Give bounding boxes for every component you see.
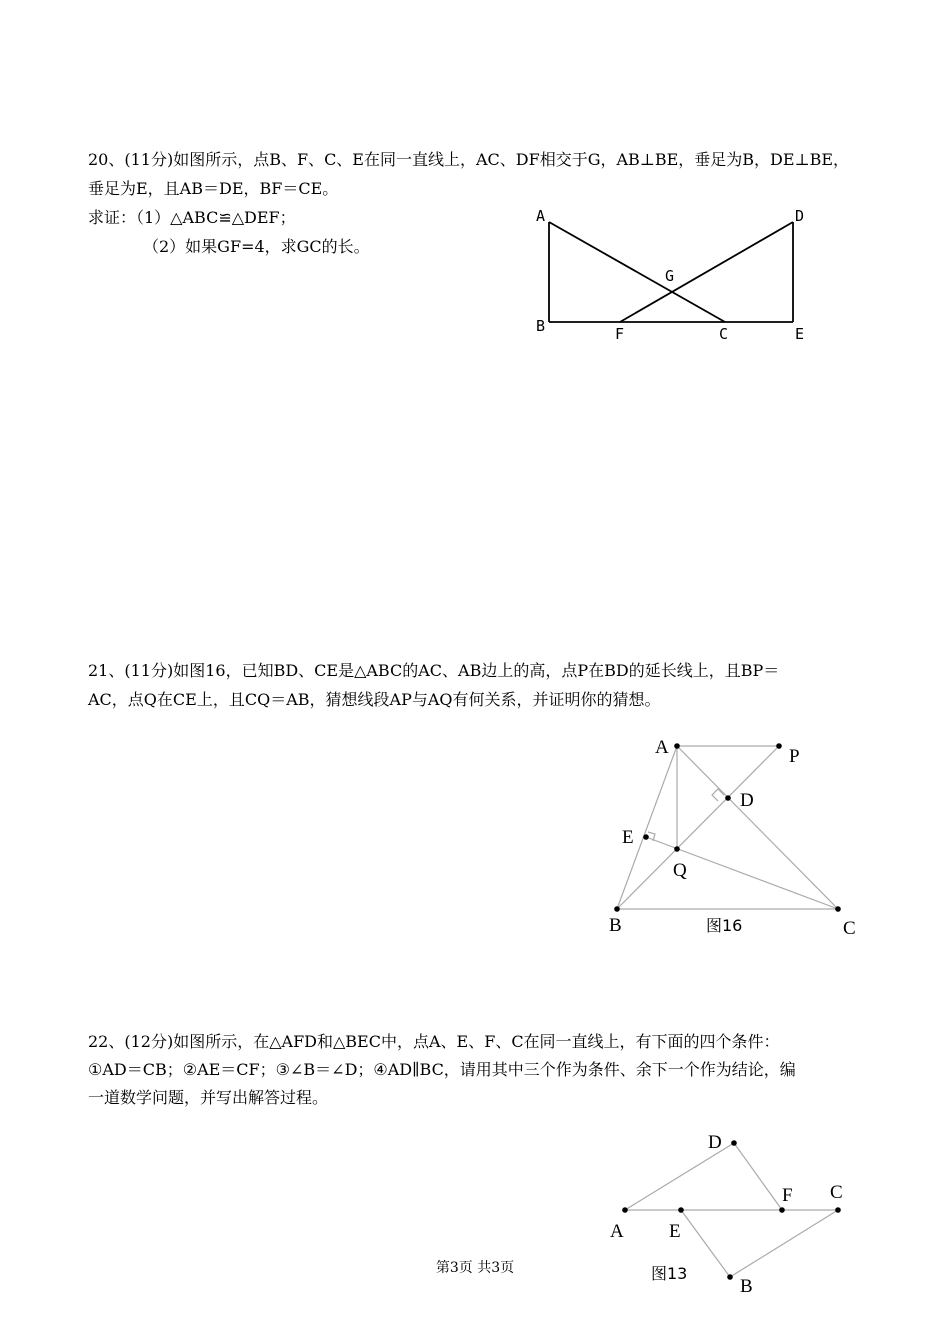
q21-label-d: D — [740, 790, 754, 811]
q21-point-b — [614, 906, 620, 912]
q22-point-a — [622, 1207, 628, 1213]
q22-point-c — [835, 1207, 841, 1213]
q21-text-line-2: AC，点Q在CE上，且CQ＝AB，猜想线段AP与AQ有何关系，并证明你的猜想。 — [88, 690, 661, 709]
q21-right-angle-d — [712, 789, 724, 801]
q20-label-c: C — [719, 325, 729, 343]
q22-segment-df — [734, 1143, 782, 1210]
q20-label-b: B — [536, 317, 546, 335]
q22-label-f: F — [782, 1185, 793, 1206]
q22-label-d: D — [708, 1132, 722, 1153]
q20-text-line-4: （2）如果GF=4，求GC的长。 — [143, 237, 370, 256]
q21-figure-caption: 图16 — [706, 916, 743, 935]
q22-text-line-3: 一道数学问题，并写出解答过程。 — [88, 1088, 329, 1107]
q21-label-p: P — [789, 746, 800, 767]
q20-label-e: E — [795, 325, 805, 343]
q21-point-d — [725, 795, 731, 801]
q21-text-line-1: 21、(11分)如图16，已知BD、CE是△ABC的AC、AB边上的高，点P在BD的延长线上，且BP＝ — [88, 661, 780, 680]
q21-point-a — [674, 743, 680, 749]
q20-label-a: A — [536, 207, 546, 225]
q21-segment-ac — [677, 746, 838, 909]
q20-text-line-2: 垂足为E，且AB＝DE，BF＝CE。 — [88, 179, 339, 198]
q20-segment-df — [620, 222, 793, 322]
q22-label-a: A — [610, 1221, 624, 1242]
q21-segment-bp — [617, 746, 779, 909]
q22-point-d — [731, 1140, 737, 1146]
q21-segment-ab — [617, 746, 677, 909]
q20-label-d: D — [795, 207, 805, 225]
q21-label-c: C — [843, 918, 856, 939]
q21-segment-ec — [646, 837, 838, 909]
q22-point-f — [779, 1207, 785, 1213]
q20-label-f: F — [615, 325, 625, 343]
q21-point-q — [674, 846, 680, 852]
q20-label-g: G — [665, 267, 675, 285]
q20-text-line-1: 20、(11分)如图所示，点B、F、C、E在同一直线上，AC、DF相交于G，AB⊥BE，垂足为B，DE⊥BE， — [88, 150, 850, 169]
q22-figure-caption: 图13 — [651, 1264, 688, 1283]
q20-segment-ac — [549, 222, 725, 322]
q21-point-p — [776, 743, 782, 749]
q20-text-line-3: 求证：（1）△ABC≌△DEF； — [88, 208, 296, 227]
q22-label-b: B — [740, 1276, 753, 1297]
page-footer: 第3页 共3页 — [435, 1260, 515, 1276]
q21-point-c — [835, 906, 841, 912]
q22-segment-ad — [625, 1143, 734, 1210]
q21-point-e — [643, 834, 649, 840]
q21-right-angle-e — [648, 832, 655, 841]
q21-label-e: E — [622, 827, 634, 848]
q22-text-line-1: 22、(12分)如图所示，在△AFD和△BEC中，点A、E、F、C在同一直线上，有下面的四个条件： — [88, 1032, 780, 1051]
q21-label-b: B — [609, 915, 622, 936]
q21-label-a: A — [655, 737, 669, 758]
q22-label-e: E — [669, 1221, 681, 1242]
q22-label-c: C — [830, 1182, 843, 1203]
q21-label-q: Q — [673, 860, 687, 881]
q22-text-line-2: ①AD＝CB；②AE＝CF；③∠B＝∠D；④AD∥BC，请用其中三个作为条件、余下一个作为结论，编 — [88, 1060, 796, 1079]
q22-point-e — [678, 1207, 684, 1213]
